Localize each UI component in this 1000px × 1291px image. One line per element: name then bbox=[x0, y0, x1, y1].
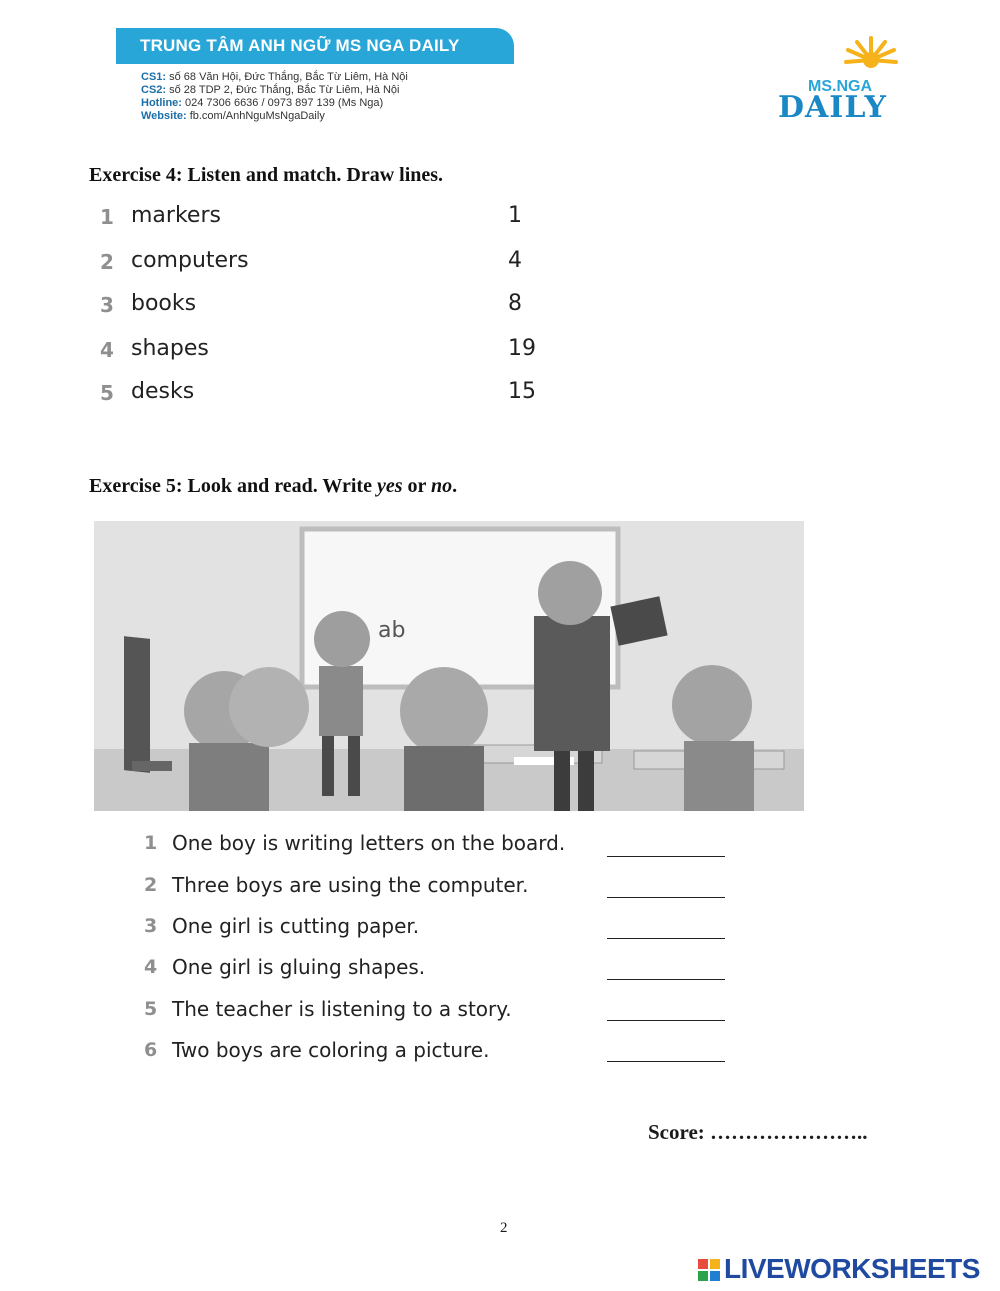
statement-number: 6 bbox=[144, 1039, 158, 1061]
statement-number: 4 bbox=[144, 956, 158, 978]
match-value: 15 bbox=[508, 379, 536, 404]
statement-text: Two boys are coloring a picture. bbox=[172, 1038, 490, 1062]
match-word: shapes bbox=[131, 336, 209, 361]
match-word: markers bbox=[131, 203, 221, 228]
statement-text: One girl is gluing shapes. bbox=[172, 955, 426, 979]
statement-text: Three boys are using the computer. bbox=[172, 873, 529, 897]
center-name: TRUNG TÂM ANH NGỮ MS NGA DAILY bbox=[140, 36, 460, 55]
page-number: 2 bbox=[500, 1220, 508, 1236]
match-number: 1 bbox=[100, 205, 114, 229]
match-number: 5 bbox=[100, 381, 114, 405]
answer-blank[interactable] bbox=[607, 1061, 725, 1062]
statement-text: One girl is cutting paper. bbox=[172, 914, 420, 938]
match-value: 4 bbox=[508, 248, 522, 273]
statement-number: 5 bbox=[144, 998, 158, 1020]
statement-text: One boy is writing letters on the board. bbox=[172, 831, 566, 855]
match-number: 2 bbox=[100, 250, 114, 274]
contact-line: CS1: số 68 Văn Hội, Đức Thắng, Bắc Từ Liêm, Hà Nội bbox=[141, 71, 408, 83]
answer-blank[interactable] bbox=[607, 979, 725, 980]
exercise4-title: Exercise 4: Listen and match. Draw lines. bbox=[89, 164, 444, 186]
sun-logo-icon bbox=[838, 34, 904, 82]
match-word: desks bbox=[131, 379, 195, 404]
logo-top-text: MS.NGA bbox=[808, 78, 872, 95]
match-number: 4 bbox=[100, 338, 114, 362]
statement-number: 1 bbox=[144, 832, 158, 854]
match-number: 3 bbox=[100, 293, 114, 317]
answer-blank[interactable] bbox=[607, 856, 725, 857]
exercise5-title: Exercise 5: Look and read. Write yes or no. bbox=[89, 475, 458, 497]
classroom-picture bbox=[94, 521, 804, 811]
match-word: books bbox=[131, 291, 197, 316]
board-letters: ab bbox=[378, 618, 406, 643]
contact-line: Website: fb.com/AnhNguMsNgaDaily bbox=[141, 110, 325, 122]
contact-line: Hotline: 024 7306 6636 / 0973 897 139 (Ms Nga) bbox=[141, 97, 384, 109]
score-line: Score: ………………….. bbox=[648, 1120, 868, 1144]
contact-line: CS2: số 28 TDP 2, Đức Thắng, Bắc Từ Liêm, Hà Nội bbox=[141, 84, 400, 96]
match-word: computers bbox=[131, 248, 249, 273]
statement-number: 3 bbox=[144, 915, 158, 937]
answer-blank[interactable] bbox=[607, 1020, 725, 1021]
statement-text: The teacher is listening to a story. bbox=[172, 997, 512, 1021]
liveworksheets-logo[interactable]: LIVEWORKSHEETS bbox=[724, 1253, 980, 1284]
answer-blank[interactable] bbox=[607, 938, 725, 939]
match-value: 8 bbox=[508, 291, 522, 316]
liveworksheets-icon bbox=[698, 1259, 720, 1281]
answer-blank[interactable] bbox=[607, 897, 725, 898]
match-value: 19 bbox=[508, 336, 536, 361]
logo-bottom-text: DAILY bbox=[778, 90, 887, 125]
match-value: 1 bbox=[508, 203, 522, 228]
statement-number: 2 bbox=[144, 874, 158, 896]
